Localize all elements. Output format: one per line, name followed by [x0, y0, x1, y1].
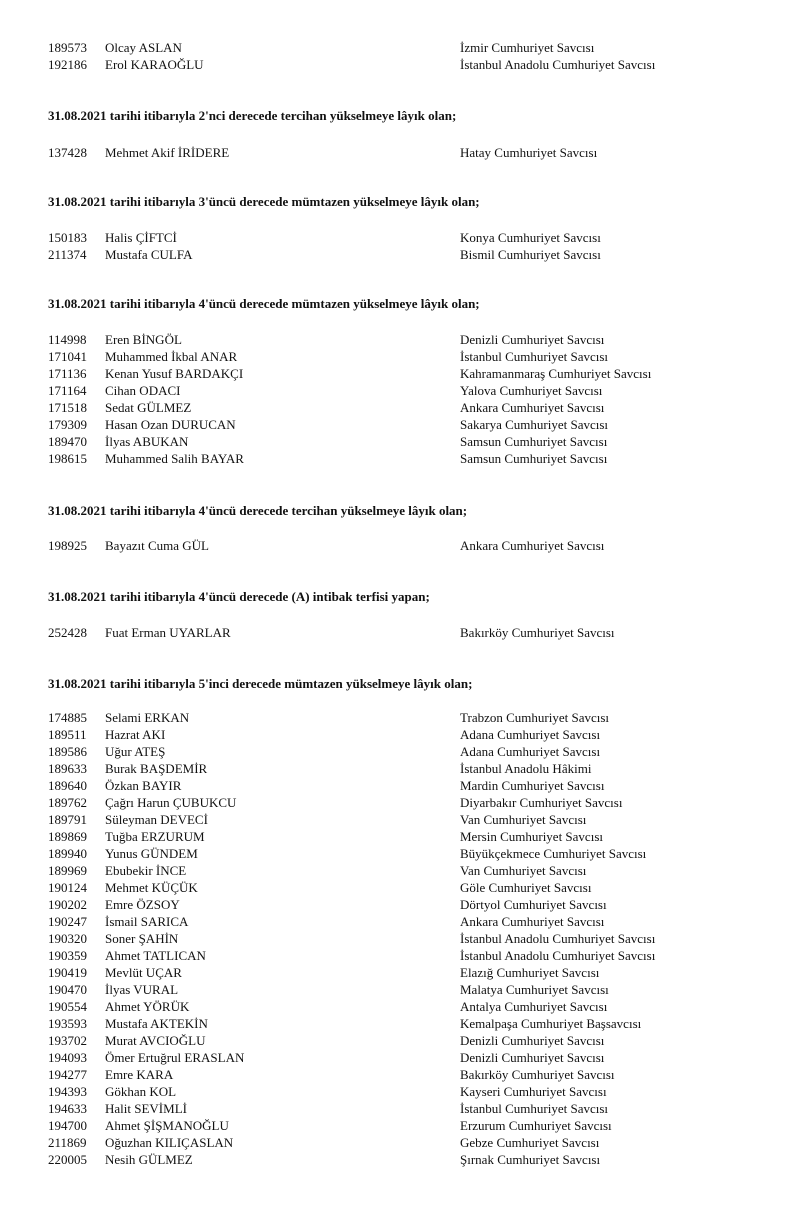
position-title: Ankara Cumhuriyet Savcısı: [460, 538, 605, 553]
registry-number: 190470: [48, 982, 87, 997]
registry-number: 211869: [48, 1135, 87, 1150]
registry-number: 190554: [48, 999, 87, 1014]
person-name: İsmail SARICA: [105, 914, 189, 929]
position-title: Bismil Cumhuriyet Savcısı: [460, 247, 601, 262]
person-name: Emre KARA: [105, 1067, 174, 1082]
person-name: Gökhan KOL: [105, 1084, 177, 1099]
section-heading: 31.08.2021 tarihi itibarıyla 3'üncü derecede mümtazen yükselmeye lâyık olan;: [48, 194, 480, 209]
person-name: Burak BAŞDEMİR: [105, 761, 208, 776]
person-name: Halis ÇİFTCİ: [105, 230, 177, 245]
registry-number: 189511: [48, 727, 87, 742]
position-title: Kahramanmaraş Cumhuriyet Savcısı: [460, 366, 652, 381]
person-name: Mehmet Akif İRİDERE: [105, 145, 230, 160]
registry-number: 193593: [48, 1016, 87, 1031]
registry-number: 220005: [48, 1152, 87, 1167]
position-title: Mersin Cumhuriyet Savcısı: [460, 829, 603, 844]
section-heading: 31.08.2021 tarihi itibarıyla 4'üncü derecede (A) intibak terfisi yapan;: [48, 589, 430, 604]
registry-number: 150183: [48, 230, 87, 245]
position-title: Konya Cumhuriyet Savcısı: [460, 230, 601, 245]
person-name: Yunus GÜNDEM: [105, 846, 198, 861]
position-title: İstanbul Cumhuriyet Savcısı: [460, 349, 609, 364]
position-title: İstanbul Anadolu Hâkimi: [460, 761, 592, 776]
registry-number: 252428: [48, 625, 87, 640]
position-title: İstanbul Anadolu Cumhuriyet Savcısı: [460, 948, 656, 963]
person-name: Mehmet KÜÇÜK: [105, 880, 198, 895]
position-title: Yalova Cumhuriyet Savcısı: [460, 383, 603, 398]
person-name: Çağrı Harun ÇUBUKCU: [105, 795, 237, 810]
registry-number: 189940: [48, 846, 87, 861]
registry-number: 171041: [48, 349, 87, 364]
position-title: Elazığ Cumhuriyet Savcısı: [460, 965, 600, 980]
person-name: Mevlüt UÇAR: [105, 965, 182, 980]
position-title: Van Cumhuriyet Savcısı: [460, 863, 587, 878]
person-name: Mustafa CULFA: [105, 247, 193, 262]
person-name: Halit SEVİMLİ: [105, 1101, 187, 1116]
person-name: Soner ŞAHİN: [105, 931, 179, 946]
registry-number: 189470: [48, 434, 87, 449]
registry-number: 190359: [48, 948, 87, 963]
person-name: Selami ERKAN: [105, 710, 190, 725]
registry-number: 190247: [48, 914, 87, 929]
registry-number: 189586: [48, 744, 87, 759]
person-name: Ömer Ertuğrul ERASLAN: [105, 1050, 245, 1065]
section-heading: 31.08.2021 tarihi itibarıyla 5'inci derecede mümtazen yükselmeye lâyık olan;: [48, 676, 473, 691]
position-title: Kemalpaşa Cumhuriyet Başsavcısı: [460, 1016, 642, 1031]
person-name: Muhammed Salih BAYAR: [105, 451, 244, 466]
section-heading: 31.08.2021 tarihi itibarıyla 4'üncü derecede mümtazen yükselmeye lâyık olan;: [48, 296, 480, 311]
registry-number: 174885: [48, 710, 87, 725]
section-heading: 31.08.2021 tarihi itibarıyla 4'üncü derecede tercihan yükselmeye lâyık olan;: [48, 503, 468, 518]
position-title: Gebze Cumhuriyet Savcısı: [460, 1135, 600, 1150]
registry-number: 171136: [48, 366, 87, 381]
person-name: Ahmet YÖRÜK: [105, 999, 190, 1014]
person-name: Ahmet ŞİŞMANOĞLU: [105, 1118, 229, 1133]
position-title: Göle Cumhuriyet Savcısı: [460, 880, 592, 895]
person-name: Hazrat AKI: [105, 727, 166, 742]
position-title: Dörtyol Cumhuriyet Savcısı: [460, 897, 607, 912]
registry-number: 194633: [48, 1101, 87, 1116]
person-name: Ebubekir İNCE: [105, 863, 187, 878]
person-name: İlyas VURAL: [105, 982, 179, 997]
registry-number: 189633: [48, 761, 87, 776]
position-title: Kayseri Cumhuriyet Savcısı: [460, 1084, 607, 1099]
position-title: Trabzon Cumhuriyet Savcısı: [460, 710, 610, 725]
registry-number: 171518: [48, 400, 87, 415]
registry-number: 189573: [48, 40, 87, 55]
section-heading: 31.08.2021 tarihi itibarıyla 2'nci derecede tercihan yükselmeye lâyık olan;: [48, 108, 457, 123]
person-name: Hasan Ozan DURUCAN: [105, 417, 236, 432]
position-title: Diyarbakır Cumhuriyet Savcısı: [460, 795, 623, 810]
position-title: İstanbul Anadolu Cumhuriyet Savcısı: [460, 931, 656, 946]
position-title: Adana Cumhuriyet Savcısı: [460, 744, 601, 759]
position-title: Hatay Cumhuriyet Savcısı: [460, 145, 598, 160]
registry-number: 194700: [48, 1118, 87, 1133]
position-title: Samsun Cumhuriyet Savcısı: [460, 451, 608, 466]
registry-number: 193702: [48, 1033, 87, 1048]
position-title: Ankara Cumhuriyet Savcısı: [460, 914, 605, 929]
registry-number: 137428: [48, 145, 87, 160]
position-title: Büyükçekmece Cumhuriyet Savcısı: [460, 846, 647, 861]
registry-number: 190419: [48, 965, 87, 980]
registry-number: 198615: [48, 451, 87, 466]
position-title: Denizli Cumhuriyet Savcısı: [460, 1050, 605, 1065]
position-title: Denizli Cumhuriyet Savcısı: [460, 332, 605, 347]
position-title: Denizli Cumhuriyet Savcısı: [460, 1033, 605, 1048]
registry-number: 190202: [48, 897, 87, 912]
person-name: Eren BİNGÖL: [105, 332, 182, 347]
position-title: Şırnak Cumhuriyet Savcısı: [460, 1152, 601, 1167]
person-name: Erol KARAOĞLU: [105, 57, 204, 72]
registry-number: 171164: [48, 383, 87, 398]
person-name: Tuğba ERZURUM: [105, 829, 205, 844]
position-title: İstanbul Cumhuriyet Savcısı: [460, 1101, 609, 1116]
person-name: Fuat Erman UYARLAR: [105, 625, 231, 640]
person-name: Oğuzhan KILIÇASLAN: [105, 1135, 234, 1150]
registry-number: 189640: [48, 778, 87, 793]
registry-number: 198925: [48, 538, 87, 553]
registry-number: 194093: [48, 1050, 87, 1065]
person-name: İlyas ABUKAN: [105, 434, 189, 449]
person-name: Cihan ODACI: [105, 383, 181, 398]
registry-number: 211374: [48, 247, 87, 262]
person-name: Mustafa AKTEKİN: [105, 1016, 208, 1031]
registry-number: 190320: [48, 931, 87, 946]
registry-number: 114998: [48, 332, 87, 347]
registry-number: 179309: [48, 417, 87, 432]
person-name: Nesih GÜLMEZ: [105, 1152, 193, 1167]
person-name: Murat AVCIOĞLU: [105, 1033, 206, 1048]
person-name: Özkan BAYIR: [105, 778, 182, 793]
position-title: Erzurum Cumhuriyet Savcısı: [460, 1118, 612, 1133]
position-title: Bakırköy Cumhuriyet Savcısı: [460, 625, 615, 640]
registry-number: 190124: [48, 880, 87, 895]
person-name: Bayazıt Cuma GÜL: [105, 538, 209, 553]
position-title: Ankara Cumhuriyet Savcısı: [460, 400, 605, 415]
position-title: Mardin Cumhuriyet Savcısı: [460, 778, 605, 793]
registry-number: 189969: [48, 863, 87, 878]
position-title: Antalya Cumhuriyet Savcısı: [460, 999, 608, 1014]
registry-number: 194393: [48, 1084, 87, 1099]
person-name: Kenan Yusuf BARDAKÇI: [105, 366, 244, 381]
person-name: Süleyman DEVECİ: [105, 812, 208, 827]
position-title: Van Cumhuriyet Savcısı: [460, 812, 587, 827]
person-name: Muhammed İkbal ANAR: [105, 349, 238, 364]
position-title: Bakırköy Cumhuriyet Savcısı: [460, 1067, 615, 1082]
person-name: Emre ÖZSOY: [105, 897, 180, 912]
person-name: Olcay ASLAN: [105, 40, 182, 55]
person-name: Sedat GÜLMEZ: [105, 400, 192, 415]
position-title: Malatya Cumhuriyet Savcısı: [460, 982, 609, 997]
registry-number: 194277: [48, 1067, 87, 1082]
position-title: Sakarya Cumhuriyet Savcısı: [460, 417, 609, 432]
position-title: Adana Cumhuriyet Savcısı: [460, 727, 601, 742]
position-title: Samsun Cumhuriyet Savcısı: [460, 434, 608, 449]
person-name: Ahmet TATLICAN: [105, 948, 206, 963]
registry-number: 189791: [48, 812, 87, 827]
registry-number: 189762: [48, 795, 87, 810]
position-title: İzmir Cumhuriyet Savcısı: [460, 40, 595, 55]
position-title: İstanbul Anadolu Cumhuriyet Savcısı: [460, 57, 656, 72]
registry-number: 189869: [48, 829, 87, 844]
registry-number: 192186: [48, 57, 87, 72]
person-name: Uğur ATEŞ: [105, 744, 166, 759]
